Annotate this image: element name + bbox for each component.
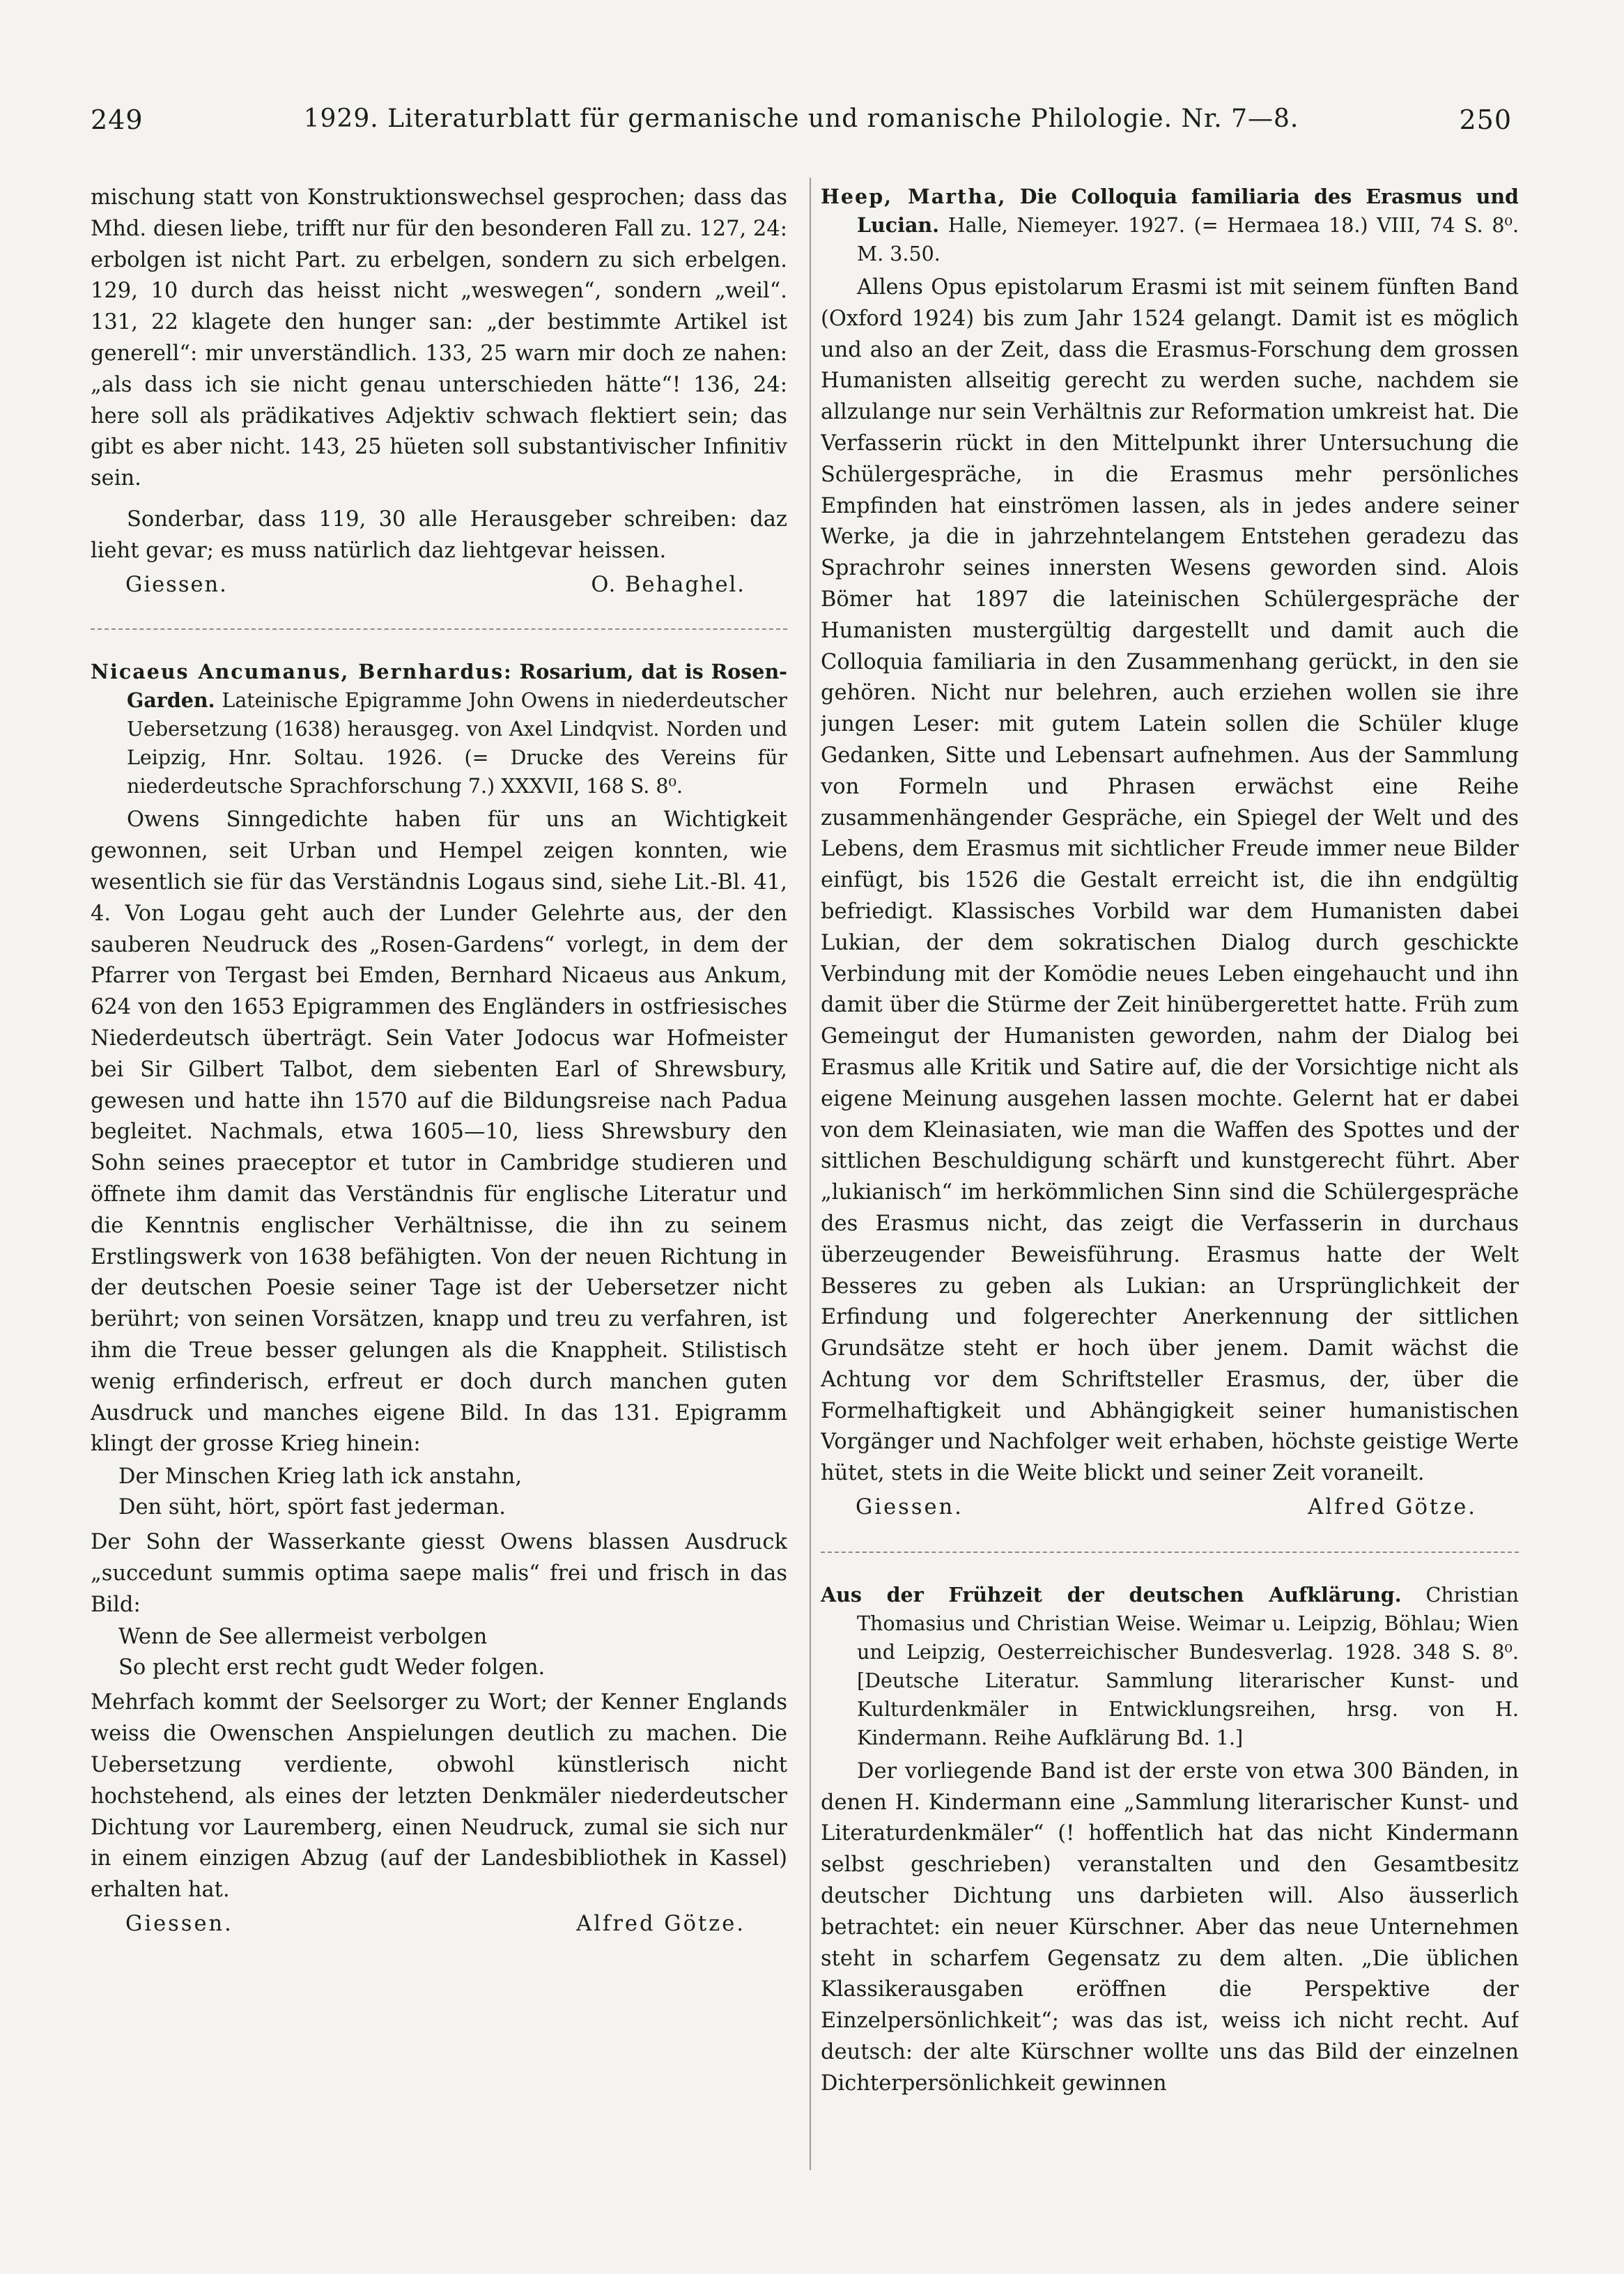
- right-column: [821, 183, 1519, 2182]
- review-heading-nicaeus: [91, 658, 787, 800]
- review-details: Lateinische Epigramme John Owens in niederdeutscher Uebersetzung (1638) herausgeg. von Axel Lindqvist. Norden und Leipzig, Hnr. Soltau. 1926. (= Drucke des Vereins für niederdeutsche Sprachforschung 7.) XXXVII, 168 S. 8⁰.: [127, 689, 787, 798]
- verse-line: Der Minschen Krieg lath ick anstahn,: [118, 1464, 523, 1490]
- review-paragraph: Der vorliegende Band ist der erste von etwa 300 Bänden, in denen H. Kindermann eine „Sammlung literarischer Kunst- und Literaturdenkmäler“ (! hoffentlich hat das nicht Kindermann selbst geschrieben) veranstalten und den Gesamtbesitz deutscher Dichtung uns darbieten will. Also äusserlich betrachtet: ein neuer Kürschner. Aber das neue Unternehmen steht in scharfem Gegensatz zu dem alten. „Die üblichen Klassikerausgaben eröffnen die Perspektive der Einzelpersönlichkeit“; was das ist, weiss ich nicht recht. Auf deutsch: der alte Kürschner wollte uns das Bild der einzelnen Dichterpersönlichkeit gewinnen: [821, 1758, 1519, 2096]
- running-header: [91, 105, 1512, 146]
- signature-name: Alfred Götze.: [576, 1912, 745, 1937]
- review-author: Nicaeus Ancumanus, Bernhardus:: [91, 660, 513, 684]
- page-number-left: 249: [91, 105, 144, 135]
- signature-name: Alfred Götze.: [1308, 1495, 1477, 1520]
- signature-goetze: [821, 1492, 1519, 1524]
- closing-paragraph: Sonderbar, dass 119, 30 alle Herausgeber schreiben: daz lieht gevar; es muss natürlich daz liehtgevar heissen.: [91, 506, 787, 563]
- page-number-right: 250: [1459, 105, 1512, 135]
- section-divider: [821, 1552, 1519, 1553]
- review-paragraph: Allens Opus epistolarum Erasmi ist mit seinem fünften Band (Oxford 1924) bis zum Jahr 1524 gelangt. Damit ist es möglich und also an der Zeit, dass die Erasmus-Forschung dem grossen Humanisten allseitig gerecht zu werden suche, nachdem sie allzulange nur sein Verhältnis zur Reformation umkreist hat. Die Verfasserin rückt in den Mittelpunkt ihrer Untersuchung die Schülergespräche, in die Erasmus mehr persönliches Empfinden hat einströmen lassen, als in jedes andere seiner Werke, ja die in jahrzehntelangem Entstehen geradezu das Sprachrohr seines innersten Wesens geworden sind. Alois Bömer hat 1897 die lateinischen Schülergespräche der Humanisten mustergültig dargestellt und damit auch die Colloquia familiaria in den Zusammenhang gerückt, in den sie gehören. Nicht nur belehren, auch erziehen wollen sie ihre jungen Leser: mit gutem Latein sollen die Schüler kluge Gedanken, Sitte und Lebensart aufnehmen. Aus der Sammlung von Formeln und Phrasen erwächst eine Reihe zusammenhängender Gespräche, ein Spiegel der Welt und des Lebens, dem Erasmus mit sichtlicher Freude immer neue Bilder einfügt, bis 1526 die Gestalt erreicht ist, die ihn endgültig befriedigt. Klassisches Vorbild war dem Humanisten dabei Lukian, der dem sokratischen Dialog durch geschickte Verbindung mit der Komödie neues Leben eingehaucht und ihn damit über die Stürme der Zeit hinübergerettet hatte. Früh zum Gemeingut der Humanisten geworden, nahm der Dialog bei Erasmus alle Kritik und Satire auf, die der Vorsichtige nicht als eigene Meinung ausgehen lassen mochte. Gelernt hat er dabei von dem Kleinasiaten, wie man die Waffen des Spottes und der sittlichen Beschuldigung schärft und kunstgerecht führt. Aber „lukianisch“ im herkömmlichen Sinn sind die Schülergespräche des Erasmus nicht, das zeigt die Verfasserin in durchaus überzeugender Beweisführung. Erasmus hatte der Welt Besseres zu geben als Lukian: an Ursprünglichkeit der Erfindung und folgerechter Anerkennung der sittlichen Grundsätze steht er hoch über jenem. Damit wächst die Achtung vor dem Schriftsteller Erasmus, der, über die Formelhaftigkeit und Abhängigkeit seiner humanistischen Vorgänger und Nachfolger weit erhaben, höchste geistige Werte hütet, stets in die Weite blickt und seiner Zeit voraneilt.: [821, 275, 1519, 1486]
- signature-behaghel: [91, 570, 787, 601]
- verse-quote: [91, 1622, 787, 1683]
- review-paragraph: Der Sohn der Wasserkante giesst Owens blassen Ausdruck „succedunt summis optima saepe malis“ frei und frisch in das Bild:: [91, 1530, 787, 1617]
- journal-title: 1929. Literaturblatt für germanische und romanische Philologie. Nr. 7—8.: [303, 105, 1299, 133]
- signature-goetze: [91, 1909, 787, 1940]
- verse-line: Wenn de See allermeist verbolgen: [118, 1625, 488, 1650]
- verse-line: So plecht erst recht gudt Weder folgen.: [118, 1655, 546, 1680]
- review-heading-aufklaerung: [821, 1581, 1519, 1752]
- review-author: Heep, Martha,: [821, 185, 1007, 208]
- continuation-paragraph: mischung statt von Konstruktionswechsel gesprochen; dass das Mhd. diesen liebe, trifft nur für den besonderen Fall zu. 127, 24: erbolgen ist nicht Part. zu erbelgen, sondern zu sich erbelgen. 129, 10 durch das heisst nicht „weswegen“, sondern „weil“. 131, 22 klagete den hunger san: „der bestimmte Artikel ist generell“: mir unverständlich. 133, 25 warn mir doch ze nahen: „als dass ich sie nicht genau unterschieden hätte“! 136, 24: here soll als prädikatives Adjektiv schwach flektiert sein; das gibt es aber nicht. 143, 25 hüeten soll substantivischer Infinitiv sein.: [91, 185, 787, 491]
- verse-line: Den süht, hört, spört fast jederman.: [118, 1495, 506, 1520]
- review-paragraph: Owens Sinngedichte haben für uns an Wichtigkeit gewonnen, seit Urban und Hempel zeigen konnten, wie wesentlich sie für das Verständnis Logaus sind, siehe Lit.-Bl. 41, 4. Von Logau geht auch der Lunder Gelehrte aus, der den sauberen Neudruck des „Rosen-Gardens“ vorlegt, in dem der Pfarrer von Tergast bei Emden, Bernhard Nicaeus aus Ankum, 624 von den 1653 Epigrammen des Engländers in ostfriesisches Niederdeutsch überträgt. Sein Vater Jodocus war Hofmeister bei Sir Gilbert Talbot, dem siebenten Earl of Shrewsbury, gewesen und hatte ihn 1570 auf die Bildungsreise nach Padua begleitet. Nachmals, etwa 1605—10, liess Shrewsbury den Sohn seines praeceptor et tutor in Cambridge studieren und öffnete ihm damit das Verständnis für englische Literatur und die Kenntnis englischer Verhältnisse, die ihn zu seinem Erstlingswerk von 1638 befähigten. Von der neuen Richtung in der deutschen Poesie seiner Tage ist der Uebersetzer nicht berührt; von seinen Vorsätzen, knapp und treu zu verfahren, ist ihm die Treue besser gelungen als die Knappheit. Stilistisch wenig erfinderisch, erfreut er doch durch manchen guten Ausdruck und manches eigene Bild. In das 131. Epigramm klingt der grosse Krieg hinein:: [91, 807, 787, 1457]
- review-details: Halle, Niemeyer. 1927. (= Hermaea 18.) VIII, 74 S. 8⁰. M. 3.50.: [857, 214, 1519, 265]
- section-divider: [91, 628, 787, 630]
- signature-place: Giessen.: [856, 1495, 964, 1520]
- signature-place: Giessen.: [125, 572, 228, 597]
- signature-place: Giessen.: [125, 1912, 233, 1937]
- column-divider: [810, 178, 811, 2170]
- review-paragraph: Mehrfach kommt der Seelsorger zu Wort; der Kenner Englands weiss die Owenschen Anspielungen deutlich zu machen. Die Uebersetzung verdiente, obwohl künstlerisch nicht hochstehend, als eines der letzten Denkmäler niederdeutscher Dichtung vor Lauremberg, einen Neudruck, zumal sie sich nur in einem einzigen Abzug (auf der Landesbibliothek in Kassel) erhalten hat.: [91, 1690, 787, 1903]
- verse-quote: [91, 1462, 787, 1523]
- review-details: Christian Thomasius und Christian Weise. Weimar u. Leipzig, Böhlau; Wien und Leipzig, Oesterreichischer Bundesverlag. 1928. 348 S. 8⁰. [Deutsche Literatur. Sammlung literarischer Kunst- und Kulturdenkmäler in Entwicklungsreihen, hrsg. von H. Kindermann. Reihe Aufklärung Bd. 1.]: [857, 1583, 1519, 1749]
- review-title: Rosarium, dat is Rosen-Garden.: [127, 660, 787, 713]
- review-title: Die Colloquia familiaria des Erasmus und Lucian.: [857, 185, 1519, 237]
- review-heading-heep: [821, 183, 1519, 268]
- review-title: Aus der Frühzeit der deutschen Aufklärung.: [821, 1582, 1402, 1607]
- left-column: [91, 183, 787, 2182]
- signature-name: O. Behaghel.: [591, 572, 745, 597]
